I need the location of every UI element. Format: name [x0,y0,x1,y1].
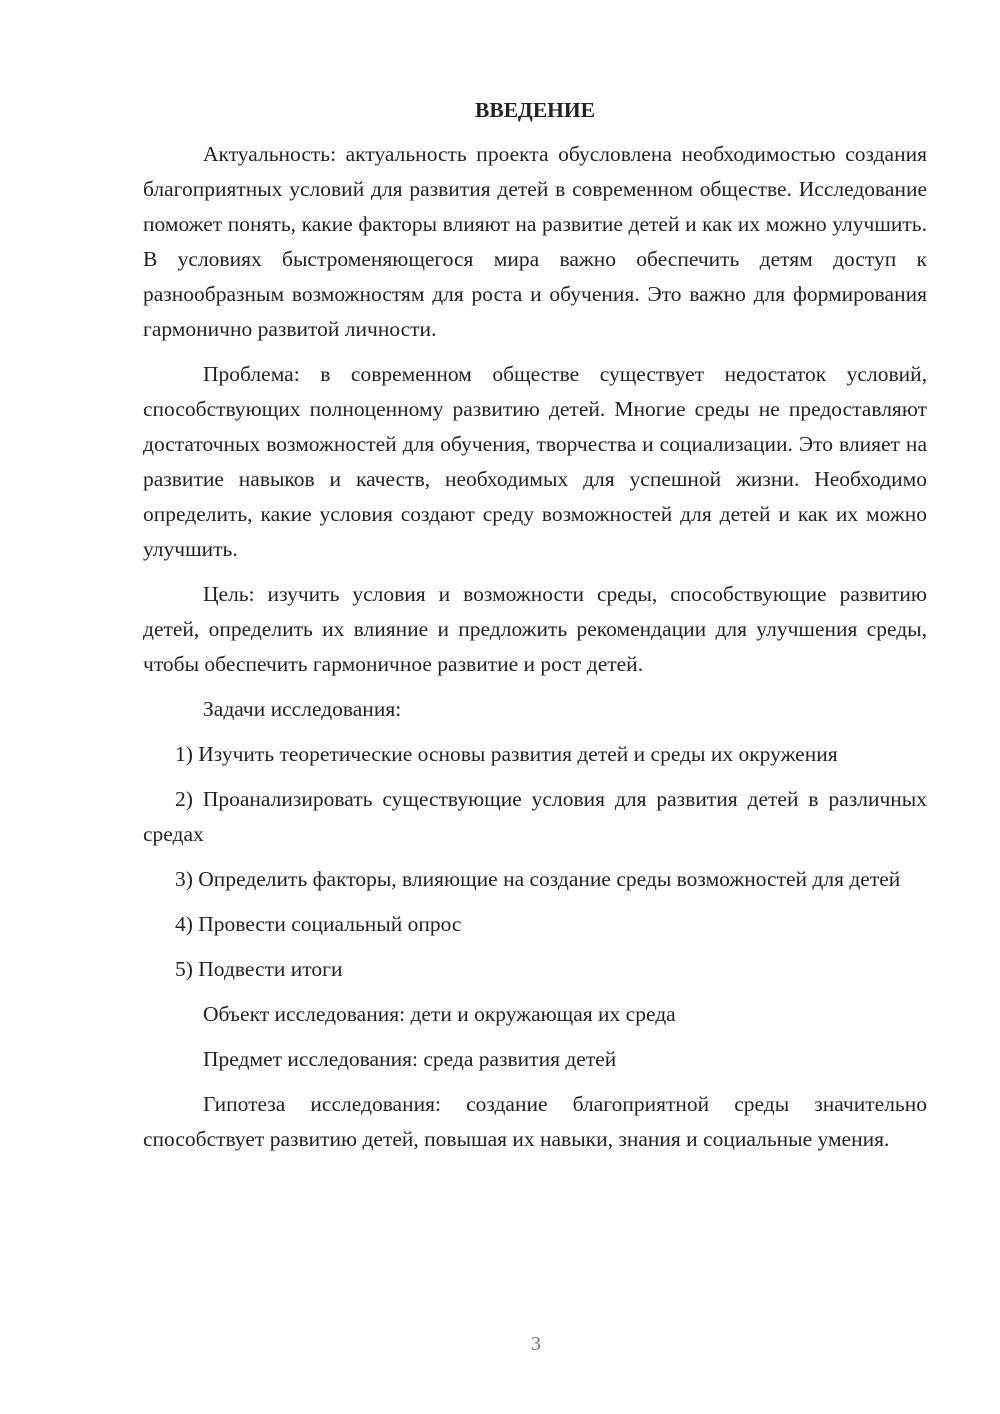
task-item: 3) Определить факторы, влияющие на создание среды возможностей для детей [175,867,901,891]
paragraph-relevance: Актуальность: актуальность проекта обусловлена необходимостью создания благоприятных условий для развития детей в современном обществе. Исследование поможет понять, какие факторы влияют на развитие детей и как их можно улучшить. В условиях быстроменяющегося мира важно обеспечить детям доступ к разнообразным возможностям для роста и обучения. Это важно для формирования гармонично развитой личности. [143,142,927,341]
paragraph-goal: Цель: изучить условия и возможности среды, способствующие развитию детей, определить их влияние и предложить рекомендации для улучшения среды, чтобы обеспечить гармоничное развитие и рост детей. [143,582,927,676]
task-item: 4) Провести социальный опрос [175,912,462,936]
page-number: 3 [531,1333,541,1355]
task-item: 5) Подвести итоги [175,957,343,981]
research-object: Объект исследования: дети и окружающая их среда [203,1002,676,1026]
task-item: 1) Изучить теоретические основы развития детей и среды их окружения [175,742,838,766]
research-hypothesis: Гипотеза исследования: создание благоприятной среды значительно способствует развитию детей, повышая их навыки, знания и социальные умения. [143,1092,927,1151]
task-item: 2) Проанализировать существующие условия для развития детей в различных средах [143,787,927,846]
research-subject: Предмет исследования: среда развития детей [203,1047,617,1071]
paragraph-problem: Проблема: в современном обществе существует недостаток условий, способствующих полноценному развитию детей. Многие среды не предоставляют достаточных возможностей для обучения, творчества и социализации. Это влияет на развитие навыков и качеств, необходимых для успешной жизни. Необходимо определить, какие условия создают среду возможностей для детей и как их можно улучшить. [143,362,927,561]
section-title: ВВЕДЕНИЕ [475,98,595,122]
tasks-heading: Задачи исследования: [203,697,402,721]
document-page [143,94,927,1167]
